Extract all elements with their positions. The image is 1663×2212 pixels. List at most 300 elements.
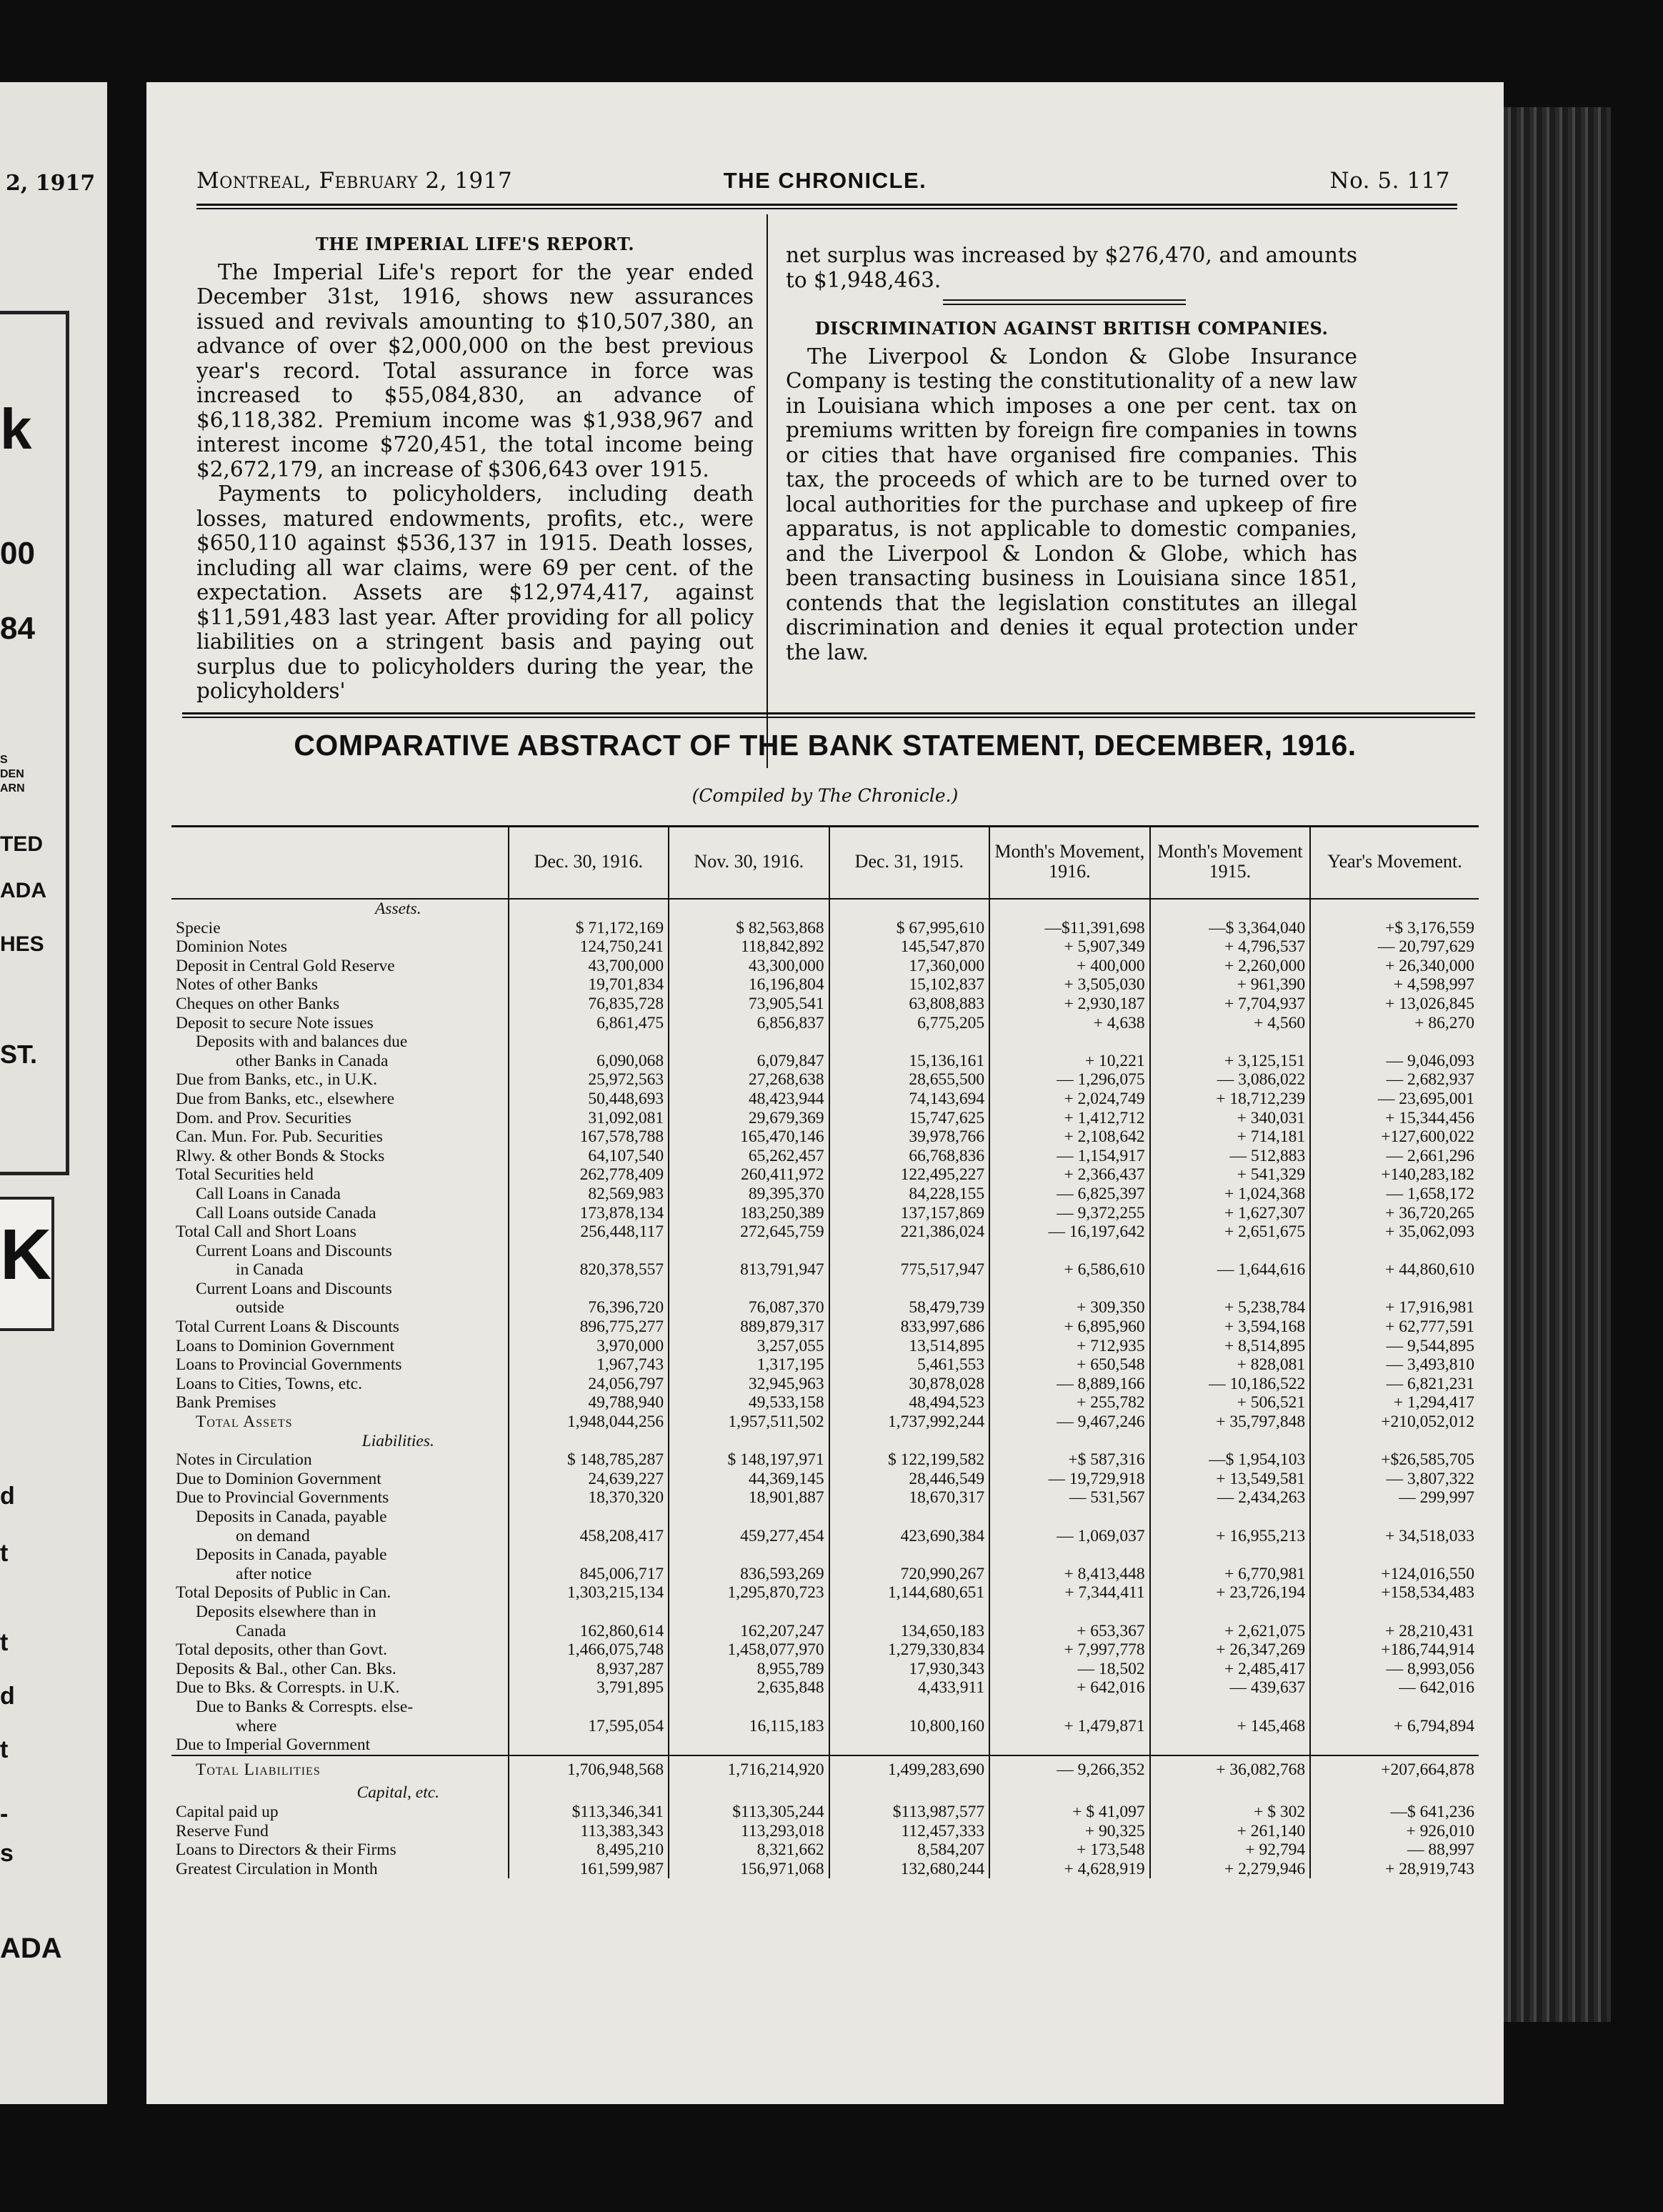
row-value: + 16,955,213	[1150, 1527, 1311, 1546]
row-value: 165,470,146	[669, 1127, 829, 1147]
row-label: Due to Banks & Correspts. else-	[196, 1697, 414, 1716]
table-row	[171, 1640, 1479, 1660]
row-value: + 712,935	[989, 1337, 1150, 1356]
row-value: + 1,024,368	[1150, 1185, 1311, 1204]
row-value: 1,303,215,134	[509, 1583, 669, 1603]
row-value: 63,808,883	[829, 995, 990, 1014]
row-value: +$26,585,705	[1310, 1450, 1479, 1470]
row-value: 6,079,847	[669, 1052, 829, 1071]
row-value: 183,250,389	[669, 1204, 829, 1223]
row-label: Total Call and Short Loans	[176, 1222, 356, 1242]
row-value: + 7,344,411	[989, 1583, 1150, 1603]
empty-cell	[669, 1545, 829, 1565]
row-value: 8,495,210	[509, 1840, 669, 1860]
row-label: Current Loans and Discounts	[196, 1279, 392, 1298]
row-value: + 1,479,871	[989, 1717, 1150, 1736]
empty-cell	[829, 1603, 990, 1622]
empty-cell	[669, 1783, 829, 1803]
empty-cell	[1310, 1280, 1479, 1299]
left-fragment: TED	[0, 832, 43, 856]
table-row	[171, 1735, 1479, 1755]
row-value: 813,791,947	[669, 1260, 829, 1280]
row-value: — 9,467,246	[989, 1413, 1150, 1432]
table-row	[171, 1860, 1479, 1879]
row-value: +140,283,182	[1310, 1165, 1479, 1185]
left-ad-box	[0, 1197, 54, 1331]
table-row	[171, 1375, 1479, 1394]
table-row	[171, 1222, 1479, 1242]
row-value: 19,701,834	[509, 975, 669, 995]
row-value: — 8,889,166	[989, 1375, 1150, 1394]
row-value: — 9,544,895	[1310, 1337, 1479, 1356]
row-value: 112,457,333	[829, 1822, 990, 1841]
row-value: 272,645,759	[669, 1222, 829, 1242]
column-header: Dec. 30, 1916.	[509, 825, 669, 899]
row-value: 10,800,160	[829, 1717, 990, 1736]
empty-cell	[989, 1242, 1150, 1261]
table-row	[171, 1109, 1479, 1128]
row-value: + 62,777,591	[1310, 1317, 1479, 1337]
row-value: +$ 587,316	[989, 1450, 1150, 1470]
row-value: 8,955,789	[669, 1660, 829, 1679]
empty-cell	[669, 1698, 829, 1717]
row-value: + 653,367	[989, 1622, 1150, 1641]
row-value: 1,716,214,920	[669, 1755, 829, 1784]
empty-cell	[1150, 899, 1311, 919]
row-value: + 2,485,417	[1150, 1660, 1311, 1679]
row-value: — 9,372,255	[989, 1204, 1150, 1223]
row-value: — 9,266,352	[989, 1755, 1150, 1784]
row-value: 896,775,277	[509, 1317, 669, 1337]
row-value: 89,395,370	[669, 1185, 829, 1204]
row-value: 66,768,836	[829, 1147, 990, 1166]
table-row	[171, 1355, 1479, 1375]
row-value: 145,547,870	[829, 937, 990, 957]
row-value: + 4,560	[1150, 1014, 1311, 1033]
left-fragment: ST.	[0, 1040, 38, 1069]
row-value: +124,016,550	[1310, 1565, 1479, 1584]
row-value: + 35,797,848	[1150, 1413, 1311, 1432]
row-value: 173,878,134	[509, 1204, 669, 1223]
row-value: 836,593,269	[669, 1565, 829, 1584]
row-label: Canada	[236, 1621, 286, 1640]
row-value: + 1,294,417	[1310, 1393, 1479, 1413]
row-value: + 400,000	[989, 957, 1150, 976]
row-value: + 2,651,675	[1150, 1222, 1311, 1242]
row-value: — 23,695,001	[1310, 1090, 1479, 1109]
article-paragraph: The Imperial Life's report for the year ended December 31st, 1916, shows new assurances issued and revivals amounting to $10,507,380, an advance of over $2,000,000 on the best previous year's record. Total assurance in force was increased to $55,084,830, an advance of $6,118,382. Premium income was $1,938,967 and interest income $720,451, the total income being $2,672,179, an increase of $306,643 over 1915.	[196, 259, 754, 482]
row-value: $113,987,577	[829, 1803, 990, 1822]
empty-cell	[829, 1698, 990, 1717]
row-value: 3,791,895	[509, 1678, 669, 1698]
empty-cell	[1150, 1603, 1311, 1622]
row-label: Total Deposits of Public in Can.	[176, 1583, 391, 1603]
table-row	[171, 1204, 1479, 1223]
left-fragment: DEN	[0, 768, 24, 780]
statement-subtitle: (Compiled by The Chronicle.)	[691, 785, 959, 806]
table-row	[171, 937, 1479, 957]
section-heading: Capital, etc.	[356, 1783, 440, 1803]
row-label: Reserve Fund	[176, 1821, 269, 1840]
row-label: Due to Dominion Government	[176, 1469, 381, 1488]
row-value: 1,737,992,244	[829, 1413, 990, 1432]
row-value: 64,107,540	[509, 1147, 669, 1166]
row-value: $ 67,995,610	[829, 919, 990, 938]
row-value: — 88,997	[1310, 1840, 1479, 1860]
row-value: 65,262,457	[669, 1147, 829, 1166]
article-title: DISCRIMINATION AGAINST BRITISH COMPANIES.	[814, 318, 1329, 339]
row-label: Deposit to secure Note issues	[176, 1013, 374, 1032]
row-value: 48,423,944	[669, 1090, 829, 1109]
article-paragraph: Payments to policyholders, including death losses, matured endowments, profits, etc., were $650,110 against $536,137 in 1915. Death losses, including all war claims, were 69 per cent. of the expectation. Assets are $12,974,417, against $11,591,483 last year. After providing for all policy liabilities on a stringent basis and paying out surplus due to policyholders during the year, the policyholders'	[196, 482, 754, 703]
row-value: 833,997,686	[829, 1317, 990, 1337]
row-value: $ 82,563,868	[669, 919, 829, 938]
table-row	[171, 1070, 1479, 1090]
empty-cell	[829, 1545, 990, 1565]
row-label: Call Loans in Canada	[196, 1184, 341, 1203]
row-label: Current Loans and Discounts	[196, 1241, 392, 1260]
row-value: 17,595,054	[509, 1717, 669, 1736]
row-value: 113,383,343	[509, 1822, 669, 1841]
row-value: + 92,794	[1150, 1840, 1311, 1860]
empty-cell	[1310, 1032, 1479, 1052]
row-value: — 1,069,037	[989, 1527, 1150, 1546]
section-heading: Assets.	[374, 900, 421, 918]
table-row	[171, 1298, 1479, 1317]
row-value: 76,835,728	[509, 995, 669, 1014]
row-value: —$ 3,364,040	[1150, 919, 1311, 938]
row-value: $ 148,785,287	[509, 1450, 669, 1470]
table-row	[171, 1622, 1479, 1641]
row-value: — 2,682,937	[1310, 1070, 1479, 1090]
row-value: +127,600,022	[1310, 1127, 1479, 1147]
empty-cell	[1150, 1508, 1311, 1527]
empty-cell	[1150, 1032, 1311, 1052]
article-title: THE IMPERIAL LIFE'S REPORT.	[315, 234, 635, 254]
row-label: Notes in Circulation	[176, 1450, 312, 1470]
row-value: + 961,390	[1150, 975, 1311, 995]
row-value: + 2,930,187	[989, 995, 1150, 1014]
row-label: Total deposits, other than Govt.	[176, 1640, 387, 1660]
row-value: + 35,062,093	[1310, 1222, 1479, 1242]
left-fragment: 84	[0, 611, 35, 646]
column-rule	[766, 214, 768, 768]
row-value: + 261,140	[1150, 1822, 1311, 1841]
left-fragment: ADA	[0, 1933, 62, 1964]
row-value: 16,115,183	[669, 1717, 829, 1736]
empty-cell	[669, 1432, 829, 1451]
row-label: Dom. and Prov. Securities	[176, 1108, 351, 1127]
table-row	[171, 1260, 1479, 1280]
separator	[786, 292, 1357, 312]
row-value: 8,321,662	[669, 1840, 829, 1860]
left-fragment: s	[0, 1840, 14, 1867]
table-row-label-line	[171, 1698, 1479, 1717]
row-value: 161,599,987	[509, 1860, 669, 1879]
row-value: + 10,221	[989, 1052, 1150, 1071]
row-value: 132,680,244	[829, 1860, 990, 1879]
table-row-label-line	[171, 1242, 1479, 1261]
table-row-label-line	[171, 1545, 1479, 1565]
row-label: Due from Banks, etc., elsewhere	[176, 1089, 395, 1108]
row-value: — 299,997	[1310, 1488, 1479, 1508]
row-value: 73,905,541	[669, 995, 829, 1014]
empty-cell	[829, 899, 990, 919]
table-row	[171, 1678, 1479, 1698]
empty-cell	[509, 1603, 669, 1622]
empty-cell	[1310, 1698, 1479, 1717]
row-value: — 3,086,022	[1150, 1070, 1311, 1090]
row-value: 32,945,963	[669, 1375, 829, 1394]
row-value: 58,479,739	[829, 1298, 990, 1317]
table-row	[171, 1565, 1479, 1584]
header-rule	[196, 208, 1457, 209]
row-value: 459,277,454	[669, 1527, 829, 1546]
row-value: 167,578,788	[509, 1127, 669, 1147]
row-value: 1,967,743	[509, 1355, 669, 1375]
row-value: — 642,016	[1310, 1678, 1479, 1698]
row-value: —$11,391,698	[989, 919, 1150, 938]
row-value: 74,143,694	[829, 1090, 990, 1109]
left-page-fragment	[0, 82, 107, 2104]
row-value: 2,635,848	[669, 1678, 829, 1698]
row-value: 458,208,417	[509, 1527, 669, 1546]
row-label: Loans to Provincial Governments	[176, 1355, 402, 1375]
row-value: + 8,413,448	[989, 1565, 1150, 1584]
table-row	[171, 1165, 1479, 1185]
article-continuation	[786, 243, 1357, 664]
table-row	[171, 1090, 1479, 1109]
row-value: + 255,782	[989, 1393, 1150, 1413]
row-value: +186,744,914	[1310, 1640, 1479, 1660]
row-value: + 1,412,712	[989, 1109, 1150, 1128]
row-value: 18,670,317	[829, 1488, 990, 1508]
row-value: + 309,350	[989, 1298, 1150, 1317]
table-row	[171, 995, 1479, 1014]
empty-cell	[669, 1735, 829, 1755]
row-value: +207,664,878	[1310, 1755, 1479, 1784]
empty-cell	[1150, 1783, 1311, 1803]
row-label: outside	[236, 1298, 284, 1317]
row-value: — 2,434,263	[1150, 1488, 1311, 1508]
row-value: 1,948,044,256	[509, 1413, 669, 1432]
row-value: 39,978,766	[829, 1127, 990, 1147]
row-value: 845,006,717	[509, 1565, 669, 1584]
left-fragment: HES	[0, 932, 44, 956]
left-fragment: ADA	[0, 879, 46, 902]
section-heading-row	[171, 1783, 1479, 1803]
row-value: —$ 1,954,103	[1150, 1450, 1311, 1470]
table-row-label-line	[171, 1508, 1479, 1527]
row-value: 44,369,145	[669, 1470, 829, 1489]
row-label: Total Current Loans & Discounts	[176, 1317, 399, 1337]
row-value: + 7,997,778	[989, 1640, 1150, 1660]
row-label: Call Loans outside Canada	[196, 1203, 376, 1222]
empty-cell	[989, 1508, 1150, 1527]
row-label: Deposits elsewhere than in	[196, 1602, 376, 1621]
row-value: + 340,031	[1150, 1109, 1311, 1128]
row-value: — 1,296,075	[989, 1070, 1150, 1090]
row-value: 50,448,693	[509, 1090, 669, 1109]
row-label: on demand	[236, 1526, 310, 1545]
row-label: Deposits in Canada, payable	[196, 1508, 387, 1526]
empty-cell	[509, 1545, 669, 1565]
row-value: — 3,493,810	[1310, 1355, 1479, 1375]
row-value: 256,448,117	[509, 1222, 669, 1242]
row-value: 25,972,563	[509, 1070, 669, 1090]
row-value: 8,937,287	[509, 1660, 669, 1679]
table-row	[171, 1840, 1479, 1860]
total-assets-row	[171, 1413, 1479, 1432]
row-value: 3,970,000	[509, 1337, 669, 1356]
empty-cell	[669, 1508, 829, 1527]
row-label: after notice	[236, 1564, 312, 1583]
row-value: — 6,821,231	[1310, 1375, 1479, 1394]
row-value: + 2,621,075	[1150, 1622, 1311, 1641]
row-value: + 2,279,946	[1150, 1860, 1311, 1879]
row-value: + 642,016	[989, 1678, 1150, 1698]
row-value: 221,386,024	[829, 1222, 990, 1242]
row-label: Loans to Cities, Towns, etc.	[176, 1374, 362, 1393]
empty-cell	[669, 1032, 829, 1052]
row-value: + 3,505,030	[989, 975, 1150, 995]
row-value: 27,268,638	[669, 1070, 829, 1090]
row-value: 17,360,000	[829, 957, 990, 976]
row-value: + 2,108,642	[989, 1127, 1150, 1147]
row-value: 49,788,940	[509, 1393, 669, 1413]
empty-cell	[1310, 1432, 1479, 1451]
row-label: Due to Bks. & Correspts. in U.K.	[176, 1678, 400, 1698]
row-label: Due to Provincial Governments	[176, 1488, 389, 1508]
table-row	[171, 1660, 1479, 1679]
left-fragment: t	[0, 1540, 9, 1567]
empty-cell	[509, 1032, 669, 1052]
book-binding-gutter	[1504, 107, 1611, 2022]
table-row-label-line	[171, 1032, 1479, 1052]
row-value: 76,396,720	[509, 1298, 669, 1317]
row-value: 24,639,227	[509, 1470, 669, 1489]
row-label: Specie	[176, 918, 221, 937]
row-value: + 4,638	[989, 1014, 1150, 1033]
row-value: + 7,704,937	[1150, 995, 1311, 1014]
row-value: + 26,340,000	[1310, 957, 1479, 976]
empty-cell	[829, 1735, 990, 1755]
row-value: 8,584,207	[829, 1840, 990, 1860]
running-head-page: No. 5. 117	[1329, 168, 1450, 194]
row-value: + 145,468	[1150, 1717, 1311, 1736]
empty-cell	[1310, 1735, 1479, 1755]
empty-cell	[989, 1432, 1150, 1451]
row-value: 260,411,972	[669, 1165, 829, 1185]
empty-cell	[1150, 1735, 1311, 1755]
empty-cell	[509, 1735, 669, 1755]
row-value: 5,461,553	[829, 1355, 990, 1375]
row-label: Deposits in Canada, payable	[196, 1545, 387, 1565]
row-value: 29,679,369	[669, 1109, 829, 1128]
row-value: 1,466,075,748	[509, 1640, 669, 1660]
section-heading-row	[171, 899, 1479, 919]
row-value: + 2,260,000	[1150, 957, 1311, 976]
column-header: Year's Movement.	[1310, 825, 1479, 899]
row-label: Loans to Dominion Government	[176, 1336, 395, 1355]
article-paragraph: net surplus was increased by $276,470, and amounts to $1,948,463.	[786, 243, 1357, 292]
table-row	[171, 1052, 1479, 1071]
row-value: + 714,181	[1150, 1127, 1311, 1147]
row-label: Loans to Directors & their Firms	[176, 1840, 396, 1860]
row-value: + 6,586,610	[989, 1260, 1150, 1280]
table-row	[171, 1803, 1479, 1822]
row-value: 1,279,330,834	[829, 1640, 990, 1660]
row-value: + 2,366,437	[989, 1165, 1150, 1185]
empty-cell	[1310, 1508, 1479, 1527]
row-value: + 5,907,349	[989, 937, 1150, 957]
empty-cell	[989, 1735, 1150, 1755]
table-row	[171, 1147, 1479, 1166]
row-value: 1,706,948,568	[509, 1755, 669, 1784]
empty-cell	[989, 1783, 1150, 1803]
section-heading-row	[171, 1432, 1479, 1451]
row-value: $113,305,244	[669, 1803, 829, 1822]
row-value: 122,495,227	[829, 1165, 990, 1185]
empty-cell	[829, 1432, 990, 1451]
row-label: Cheques on other Banks	[176, 994, 340, 1013]
row-value: +210,052,012	[1310, 1413, 1479, 1432]
left-fragment: 00	[0, 536, 35, 571]
row-value: 17,930,343	[829, 1660, 990, 1679]
row-label: Due from Banks, etc., in U.K.	[176, 1070, 377, 1090]
total-liabilities-row	[171, 1755, 1479, 1784]
row-value: 16,196,804	[669, 975, 829, 995]
empty-cell	[1150, 1242, 1311, 1261]
table-row-label-line	[171, 1603, 1479, 1622]
row-value: 1,295,870,723	[669, 1583, 829, 1603]
row-value: 6,861,475	[509, 1014, 669, 1033]
row-value: 18,370,320	[509, 1488, 669, 1508]
table-row	[171, 1014, 1479, 1033]
empty-cell	[669, 899, 829, 919]
row-label: where	[236, 1716, 277, 1735]
left-fragment: k	[0, 397, 32, 461]
section-heading: Liabilities.	[361, 1431, 434, 1450]
row-value: 423,690,384	[829, 1527, 990, 1546]
row-value: + 4,796,537	[1150, 937, 1311, 957]
column-header: Dec. 31, 1915.	[829, 825, 990, 899]
empty-cell	[1150, 1698, 1311, 1717]
empty-cell	[829, 1508, 990, 1527]
left-fragment: t	[0, 1736, 9, 1763]
row-value: 134,650,183	[829, 1622, 990, 1641]
newspaper-page	[146, 82, 1504, 2104]
row-value: — 512,883	[1150, 1147, 1311, 1166]
row-value: 15,102,837	[829, 975, 990, 995]
statement-title: COMPARATIVE ABSTRACT OF THE BANK STATEMENT, DECEMBER, 1916.	[294, 729, 1357, 762]
empty-cell	[1310, 1242, 1479, 1261]
left-fragment: t	[0, 1629, 9, 1656]
row-value: 889,879,317	[669, 1317, 829, 1337]
left-fragment: d	[0, 1683, 15, 1710]
row-label: Bank Premises	[176, 1393, 276, 1413]
row-value: + 36,082,768	[1150, 1755, 1311, 1784]
row-value: 156,971,068	[669, 1860, 829, 1879]
row-value: 113,293,018	[669, 1822, 829, 1841]
row-value: + 86,270	[1310, 1014, 1479, 1033]
table-row	[171, 1527, 1479, 1546]
table-row	[171, 1488, 1479, 1508]
row-value: + 3,125,151	[1150, 1052, 1311, 1071]
row-value: + 6,895,960	[989, 1317, 1150, 1337]
row-value: — 20,797,629	[1310, 937, 1479, 957]
row-value: 76,087,370	[669, 1298, 829, 1317]
